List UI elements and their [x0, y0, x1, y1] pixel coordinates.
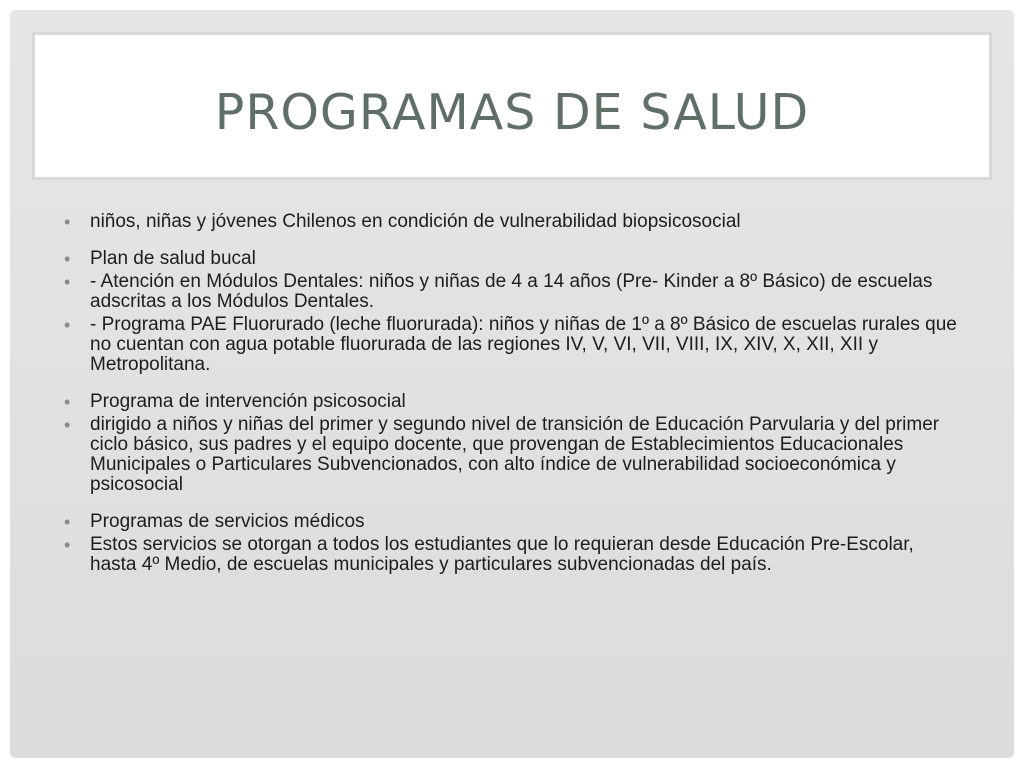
bullet-icon: • — [64, 535, 71, 555]
bullet-text: Estos servicios se otorgan a todos los estudiantes que lo requieran desde Educación Pre-Escolar, hasta 4º Medio, de escuelas municipales y particulares subvencionadas del país. — [90, 534, 914, 575]
bullet-item — [64, 315, 964, 375]
bullet-item — [64, 535, 964, 575]
bullet-text: dirigido a niños y niñas del primer y segundo nivel de transición de Educación Parvularia y del primer ciclo básico, sus padres y el equipo docente, que provengan de Establecimientos Educacionales Municipales o Particulares Subvencionados, con alto índice de vulnerabilidad socioeconómica y psicosocial — [90, 414, 940, 495]
bullet-text: Programas de servicios médicos — [90, 511, 365, 532]
bullet-icon: • — [64, 512, 71, 532]
bullet-text: Programa de intervención psicosocial — [90, 391, 406, 412]
bullet-item — [64, 512, 964, 532]
bullet-icon: • — [64, 315, 71, 335]
bullet-item — [64, 272, 964, 312]
slide-title: PROGRAMAS DE SALUD — [214, 84, 810, 141]
bullet-text: - Programa PAE Fluorurado (leche fluorurada): niños y niñas de 1º a 8º Básico de escuelas rurales que no cuentan con agua potable fluorurada de las regiones IV, V, VI, VII, VIII, IX, XIV, X, XII, XII y Metropolitana. — [90, 314, 957, 375]
bullet-icon: • — [64, 249, 71, 269]
bullet-item — [64, 249, 964, 269]
bullet-icon: • — [64, 212, 71, 232]
bullet-list — [64, 212, 964, 578]
bullet-text: niños, niñas y jóvenes Chilenos en condición de vulnerabilidad biopsicosocial — [90, 211, 741, 232]
bullet-icon: • — [64, 272, 71, 292]
bullet-item — [64, 415, 964, 495]
title-box — [32, 32, 992, 180]
bullet-text: - Atención en Módulos Dentales: niños y niñas de 4 a 14 años (Pre- Kinder a 8º Básico) de escuelas adscritas a los Módulos Dentales. — [90, 271, 933, 312]
bullet-icon: • — [64, 415, 71, 435]
bullet-item — [64, 212, 964, 232]
bullet-icon: • — [64, 392, 71, 412]
bullet-item — [64, 392, 964, 412]
bullet-text: Plan de salud bucal — [90, 248, 256, 269]
